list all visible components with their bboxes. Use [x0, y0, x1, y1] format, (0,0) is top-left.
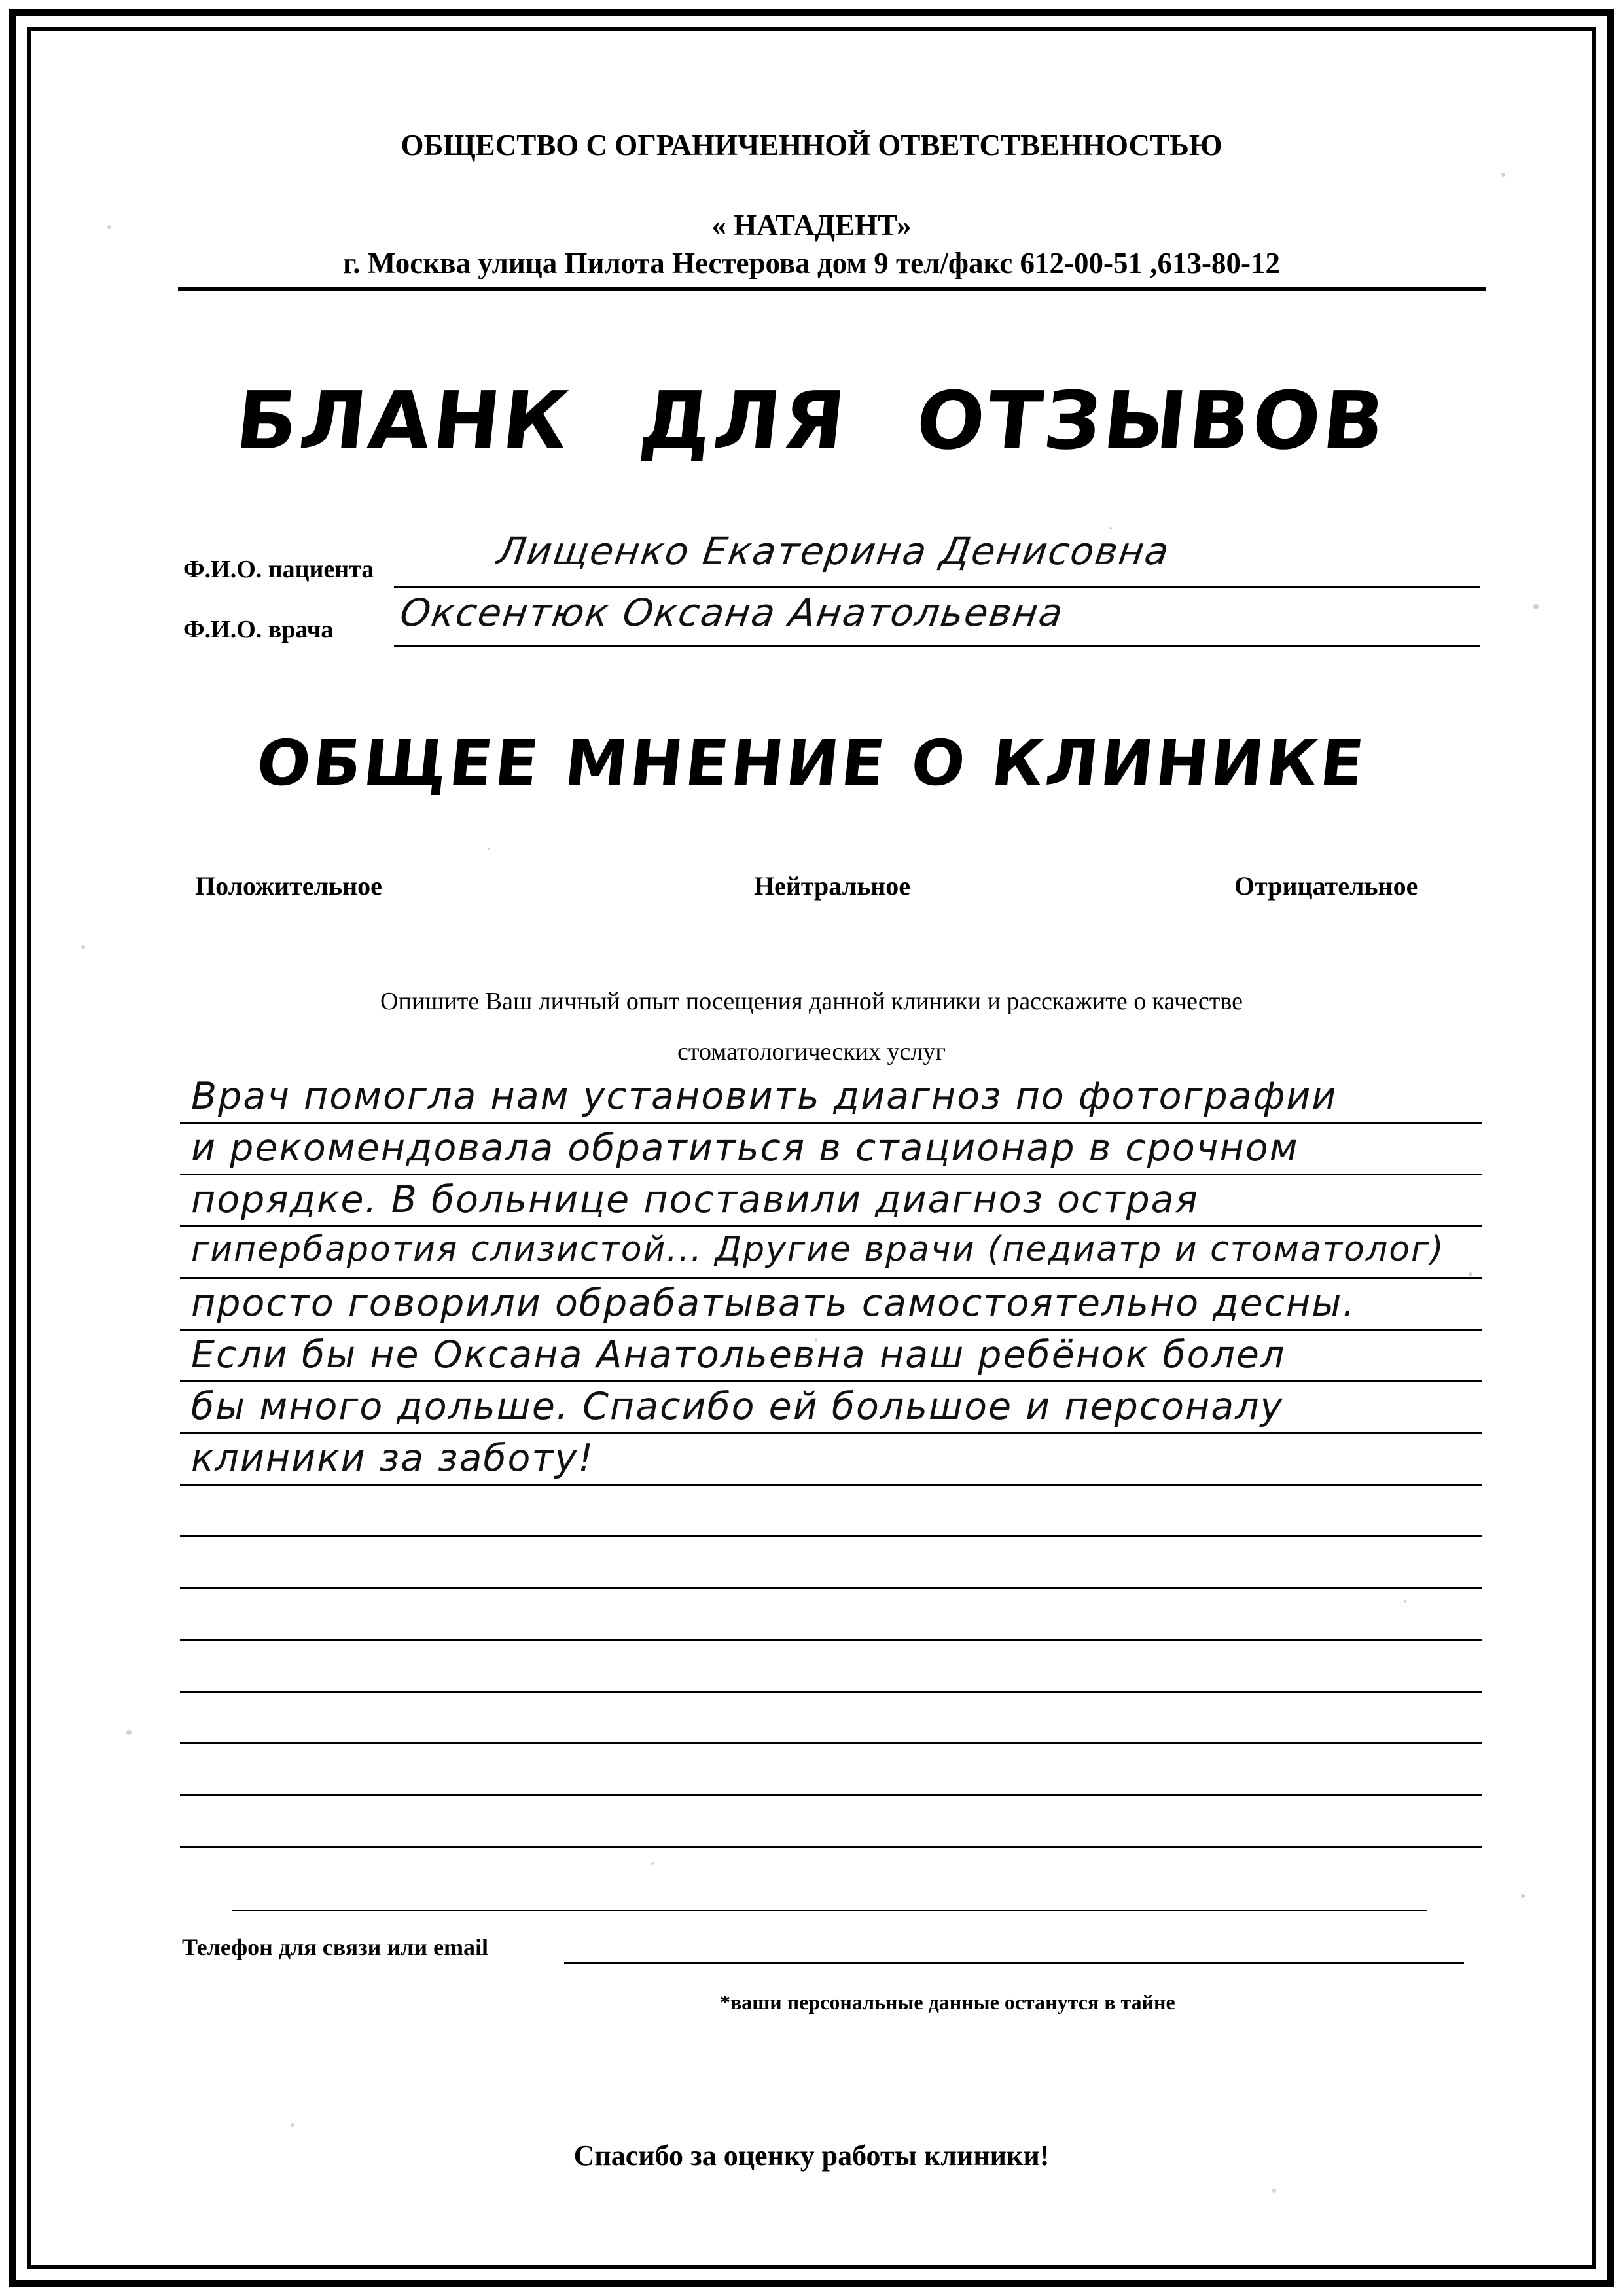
doctor-name-handwritten: Оксентюк Оксана Анатольевна — [397, 590, 1067, 635]
patient-name-handwritten: Лищенко Екатерина Денисовна — [494, 529, 1173, 573]
handwritten-line: Врач помогла нам установить диагноз по фотографии — [191, 1075, 1338, 1118]
opinion-title: ОБЩЕЕ МНЕНИЕ О КЛИНИКЕ — [253, 726, 1370, 800]
handwritten-line: гипербаротия слизистой... Другие врачи (педиатр и стоматолог) — [191, 1230, 1445, 1269]
contact-label: Телефон для связи или email — [182, 1934, 489, 1960]
patient-line — [394, 586, 1480, 588]
writing-line — [180, 1639, 1482, 1641]
patient-label: Ф.И.О. пациента — [183, 556, 374, 583]
handwritten-line: бы много дольше. Спасибо ей большое и персоналу — [191, 1385, 1284, 1428]
handwritten-line: просто говорили обрабатывать самостоятельно десны. — [191, 1282, 1356, 1325]
writing-line — [180, 1174, 1482, 1175]
writing-line — [180, 1794, 1482, 1796]
handwritten-line: и рекомендовала обратиться в стационар в срочном — [191, 1126, 1299, 1170]
writing-line — [180, 1432, 1482, 1434]
description-prompt: Опишите Ваш личный опыт посещения данной клиники и расскажите о качестве — [380, 988, 1243, 1015]
writing-line — [180, 1329, 1482, 1331]
form-title: БЛАНК ДЛЯ ОТЗЫВОВ — [231, 374, 1392, 467]
writing-line — [180, 1846, 1482, 1848]
writing-line — [180, 1277, 1482, 1279]
writing-line — [180, 1380, 1482, 1382]
writing-line — [232, 1910, 1427, 1911]
thanks-message: Спасибо за оценку работы клиники! — [573, 2140, 1050, 2172]
contact-line[interactable] — [564, 1962, 1464, 1964]
writing-line — [180, 1484, 1482, 1486]
writing-line — [180, 1742, 1482, 1744]
description-prompt-continued: стоматологических услуг — [677, 1038, 946, 1066]
handwritten-line: клиники за заботу! — [191, 1437, 595, 1480]
privacy-note: *ваши персональные данные останутся в тайне — [720, 1990, 1175, 2014]
company-name: ОБЩЕСТВО С ОГРАНИЧЕННОЙ ОТВЕТСТВЕННОСТЬЮ — [401, 129, 1222, 162]
option-positive[interactable]: Положительное — [195, 871, 382, 901]
writing-line — [180, 1225, 1482, 1227]
writing-line — [180, 1691, 1482, 1693]
brand-name: « НАТАДЕНТ» — [711, 209, 912, 242]
option-neutral[interactable]: Нейтральное — [754, 871, 911, 901]
writing-line — [180, 1535, 1482, 1537]
handwritten-line: порядке. В больнице поставили диагноз острая — [191, 1178, 1199, 1221]
option-negative[interactable]: Отрицательное — [1234, 871, 1418, 901]
writing-line — [180, 1587, 1482, 1589]
header-rule — [178, 287, 1486, 291]
doctor-line — [394, 645, 1480, 647]
writing-line — [180, 1122, 1482, 1124]
doctor-label: Ф.И.О. врача — [183, 616, 334, 643]
handwritten-line: Если бы не Оксана Анатольевна наш ребёнок болел — [191, 1333, 1286, 1376]
company-address: г. Москва улица Пилота Нестерова дом 9 тел/факс 612-00-51 ,613-80-12 — [343, 247, 1280, 279]
